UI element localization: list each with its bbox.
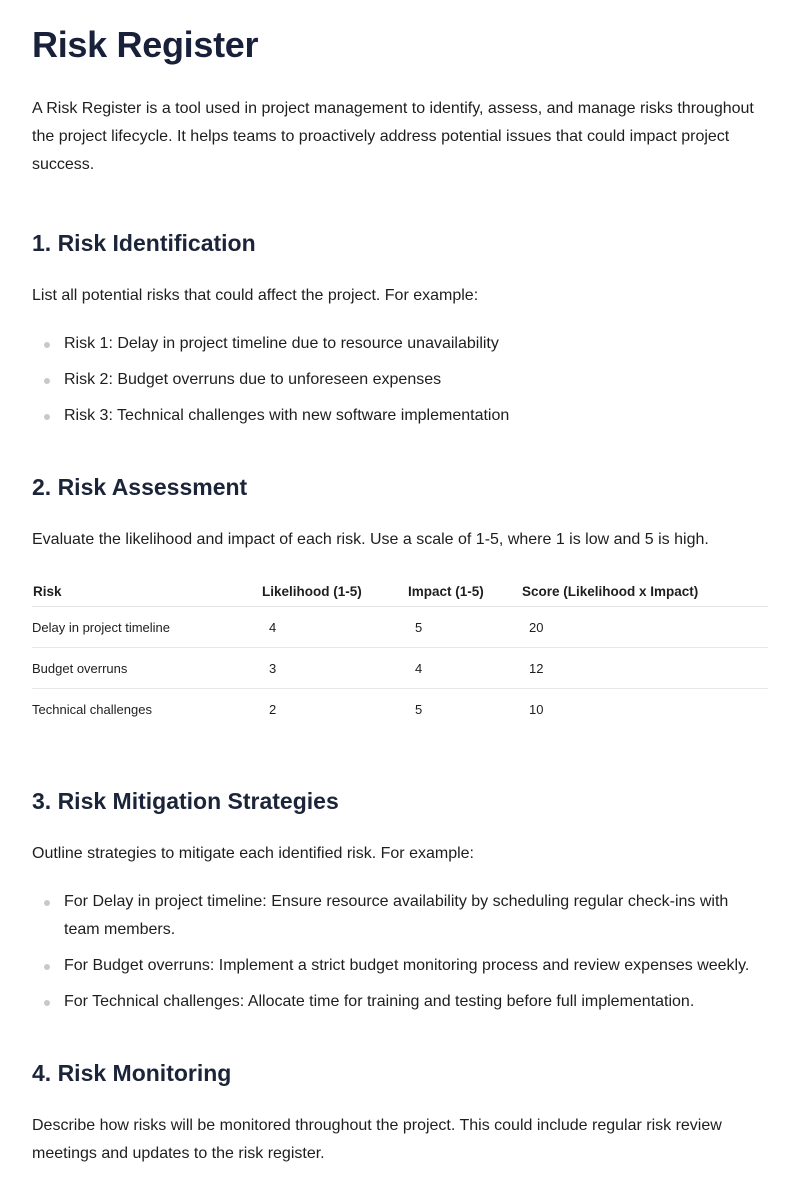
- list-item-text: For Technical challenges: Allocate time for training and testing before full implementation.: [64, 993, 695, 1010]
- column-header-score: Score (Likelihood x Impact): [521, 576, 768, 607]
- cell-impact: 5: [415, 701, 423, 717]
- column-header-impact: Impact (1-5): [407, 576, 521, 607]
- list-item-text: For Budget overruns: Implement a strict budget monitoring process and review expenses weekly.: [64, 957, 750, 974]
- cell-likelihood: 3: [261, 648, 407, 689]
- list-item-text: Risk 2: Budget overruns due to unforeseen expenses: [64, 371, 442, 388]
- mitigation-list: [32, 888, 768, 1016]
- cell-risk: Technical challenges: [32, 701, 152, 717]
- cell-impact: 4: [407, 648, 521, 689]
- section-risk-monitoring: [32, 1059, 768, 1168]
- section-heading: 1. Risk Identification: [32, 230, 256, 256]
- list-item: [32, 952, 768, 980]
- section-risk-identification: [32, 229, 768, 430]
- section-text: List all potential risks that could affect the project. For example:: [32, 287, 479, 304]
- cell-score: 12: [521, 648, 768, 689]
- section-heading: 4. Risk Monitoring: [32, 1060, 232, 1086]
- column-header-risk: Risk: [32, 576, 261, 607]
- section-risk-mitigation: [32, 787, 768, 1016]
- list-item: [32, 988, 768, 1016]
- section-risk-assessment: [32, 473, 768, 729]
- list-item-text: Risk 3: Technical challenges with new software implementation: [64, 407, 510, 424]
- cell-likelihood: 4: [261, 607, 407, 648]
- section-text: Outline strategies to mitigate each identified risk. For example:: [32, 845, 474, 862]
- risk-assessment-table: [32, 576, 768, 729]
- table-row: [32, 689, 768, 730]
- risk-list: [32, 330, 768, 430]
- table-row: [32, 607, 768, 648]
- cell-likelihood: 2: [269, 701, 277, 717]
- list-item: [32, 330, 768, 358]
- cell-risk: Budget overruns: [32, 648, 261, 689]
- bullet-dot-icon: [44, 964, 50, 970]
- bullet-dot-icon: [44, 900, 50, 906]
- list-item: [32, 402, 768, 430]
- column-header-likelihood: Likelihood (1-5): [261, 576, 407, 607]
- bullet-dot-icon: [44, 1000, 50, 1006]
- section-text: Evaluate the likelihood and impact of each risk. Use a scale of 1-5, where 1 is low and 5 is high.: [32, 531, 709, 548]
- list-item: [32, 366, 768, 394]
- section-heading: 2. Risk Assessment: [32, 474, 248, 500]
- page-title: Risk Register: [32, 24, 259, 65]
- table-header-row: [32, 576, 768, 607]
- cell-score: 20: [521, 607, 768, 648]
- table-row: [32, 648, 768, 689]
- intro-paragraph: A Risk Register is a tool used in project management to identify, assess, and manage risks throughout the project lifecycle. It helps teams to proactively address potential issues that could impact project success.: [32, 100, 754, 173]
- bullet-dot-icon: [44, 378, 50, 384]
- section-text: Describe how risks will be monitored throughout the project. This could include regular risk review meetings and updates to the risk register.: [32, 1117, 722, 1162]
- list-item-text: Risk 1: Delay in project timeline due to resource unavailability: [64, 335, 499, 352]
- list-item: [32, 888, 768, 944]
- list-item-text: For Delay in project timeline: Ensure resource availability by scheduling regular check-ins with team members.: [64, 893, 729, 938]
- section-heading: 3. Risk Mitigation Strategies: [32, 788, 339, 814]
- cell-impact: 5: [407, 607, 521, 648]
- bullet-dot-icon: [44, 414, 50, 420]
- cell-risk: Delay in project timeline: [32, 607, 261, 648]
- cell-score: 10: [529, 701, 544, 717]
- bullet-dot-icon: [44, 342, 50, 348]
